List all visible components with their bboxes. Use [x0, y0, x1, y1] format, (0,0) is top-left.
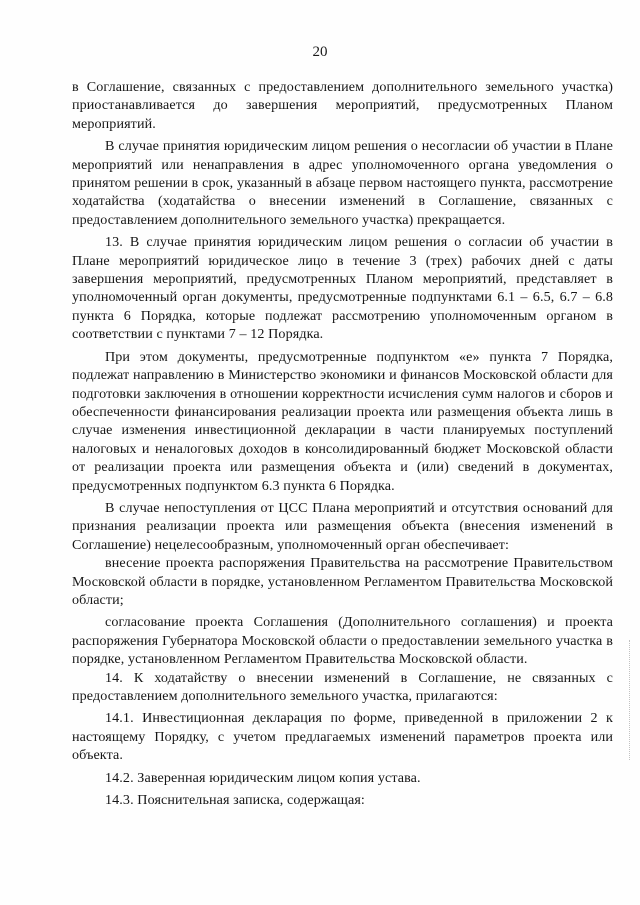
paragraph-item-13: 13. В случае принятия юридическим лицом решения о согласии об участии в Плане мероприятий юридическое лицо в течение 3 (трех) рабочих дней с даты завершения мероприятий, предусмотренных Планом мероприятий, представляет в уполномоченный орган документы, предусмотренные подпунктами 6.1 – 6.5, 6.7 – 6.8 пункта 6 Порядка, которые подлежат рассмотрению уполномоченным органом в соответствии с пунктами 7 – 12 Порядка.: [72, 234, 613, 343]
paragraph-item-14: 14. К ходатайству о внесении изменений в Соглашение, не связанных с предоставлением дополнительного земельного участка, прилагаются:: [72, 669, 613, 704]
paragraph-documents-e: При этом документы, предусмотренные подпунктом «е» пункта 7 Порядка, подлежат направлению в Министерство экономики и финансов Московской области для подготовки заключения в отношении корректности исчисления сумм налогов и сборов и обеспеченности финансирования реализации проекта или размещения объекта лишь в случае изменения инвестиционной декларации в части планируемых поступлений налоговых и неналоговых доходов в консолидированный бюджет Московской области от реализации проекта или размещения объекта и (или) сведений в документах, предусмотренных подпунктом 6.3 пункта 6 Порядка.: [72, 348, 613, 494]
paragraph-item-14-2: 14.2. Заверенная юридическим лицом копия устава.: [105, 769, 421, 786]
paragraph-refusal: В случае принятия юридическим лицом решения о несогласии об участии в Плане мероприятий или ненаправления в адрес уполномоченного органа уведомления о принятом решении в срок, указанный в абзаце первом настоящего пункта, рассмотрение ходатайства (ходатайства о внесении изменений в Соглашение, связанных с предоставлением дополнительного земельного участка) прекращается.: [72, 138, 613, 228]
paragraph-no-plan: В случае непоступления от ЦСС Плана мероприятий и отсутствия оснований для признания реализации проекта или размещения объекта (внесения изменений в Соглашение) нецелесообразным, уполномоченный орган обеспечивает:: [72, 499, 613, 553]
paragraph-agreement-approval: согласование проекта Соглашения (Дополнительного соглашения) и проекта распоряжения Губернатора Московской области о предоставлении земельного участка в порядке, установленном Регламентом Правительства Московской области.: [72, 614, 613, 668]
document-body: [72, 78, 613, 809]
paragraph-government-order: внесение проекта распоряжения Правительства на рассмотрение Правительством Московской области в порядке, установленном Регламентом Правительства Московской области;: [72, 555, 613, 608]
paragraph-item-14-1: 14.1. Инвестиционная декларация по форме, приведенной в приложении 2 к настоящему Порядку, с учетом предлагаемых изменений параметров проекта или объекта.: [72, 710, 613, 764]
paragraph-item-14-3: 14.3. Пояснительная записка, содержащая:: [105, 792, 365, 809]
page-number: 20: [312, 44, 328, 60]
paragraph-continuation: в Соглашение, связанных с предоставлением дополнительного земельного участка) приостанавливается до завершения мероприятий, предусмотренных Планом мероприятий.: [72, 79, 613, 132]
scan-edge-mark: [627, 640, 630, 760]
